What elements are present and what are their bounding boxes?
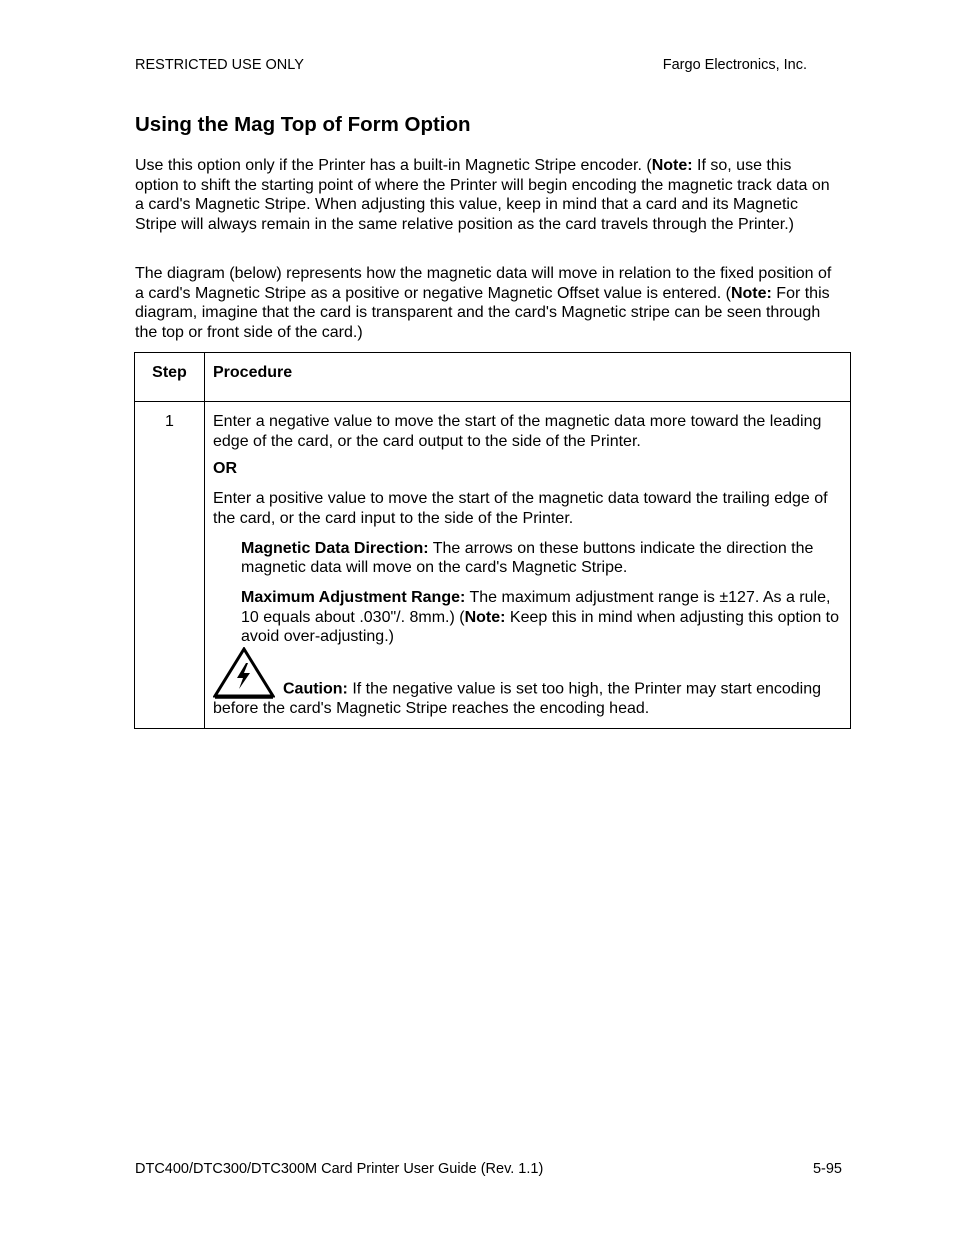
- caution-note: [213, 647, 844, 719]
- note-label: Note:: [464, 608, 506, 626]
- intro-text: The diagram (below) represents how the magnetic data will move in relation to the fixed position of a card's Magnetic Stripe as a positive or negative Magnetic Offset value is entered. (: [135, 265, 832, 302]
- direction-text: The arrows on these buttons indicate the direction the magnetic data will move on the card's Magnetic Stripe.: [241, 539, 814, 577]
- caution-label: Caution:: [283, 680, 348, 698]
- note-label: Note:: [651, 157, 693, 174]
- column-header-step: Step: [135, 353, 205, 402]
- intro-paragraph-1: [135, 156, 835, 235]
- table-row: [135, 402, 851, 729]
- table-header-row: [135, 353, 851, 402]
- direction-label: Magnetic Data Direction:: [241, 539, 429, 557]
- direction-note: [241, 539, 844, 578]
- column-header-procedure: Procedure: [205, 353, 851, 402]
- footer-page-number: 5-95: [812, 1161, 842, 1177]
- range-label: Maximum Adjustment Range:: [241, 588, 466, 606]
- range-text: Keep this in mind when adjusting this option to avoid over-adjusting.): [241, 608, 840, 646]
- procedure-negative: Enter a negative value to move the start of the magnetic data more toward the leading edge of the card, or the card output to the side of the Printer.: [213, 413, 822, 450]
- procedure-table: [134, 352, 851, 729]
- intro-text: If so, use this option to shift the starting point of where the Printer will begin encoding the magnetic track data on a card's Magnetic Stripe. When adjusting this value, keep in mind that a card and its Magnetic Stripe will always remain in the same relative position as the card travels through the Printer.): [135, 157, 830, 234]
- footer-guide-title: DTC400/DTC300/DTC300M Card Printer User Guide (Rev. 1.1): [135, 1161, 544, 1177]
- procedure-cell: [205, 402, 851, 729]
- intro-text: For this diagram, imagine that the card is transparent and the card's Magnetic stripe can be seen through the top or front side of the card.): [135, 284, 830, 342]
- range-text: The maximum adjustment range is ±127. As a rule, 10 equals about .030"/. 8mm.) (: [241, 588, 831, 626]
- header-company: Fargo Electronics, Inc.: [662, 57, 807, 73]
- procedure-or: OR: [213, 460, 237, 478]
- range-note: [241, 588, 844, 647]
- note-label: Note:: [730, 284, 772, 302]
- intro-text: Use this option only if the Printer has a built-in Magnetic Stripe encoder. (: [135, 157, 652, 174]
- procedure-positive: Enter a positive value to move the start of the magnetic data toward the trailing edge of the card, or the card input to the side of the Printer.: [213, 490, 828, 527]
- step-number: 1: [135, 402, 205, 729]
- intro-paragraph-2: [135, 264, 835, 343]
- header-restricted: RESTRICTED USE ONLY: [135, 57, 304, 73]
- caution-text: If the negative value is set too high, the Printer may start encoding before the card's Magnetic Stripe reaches the encoding head.: [213, 680, 822, 718]
- electrical-hazard-icon: [213, 647, 275, 699]
- section-title: Using the Mag Top of Form Option: [135, 113, 471, 136]
